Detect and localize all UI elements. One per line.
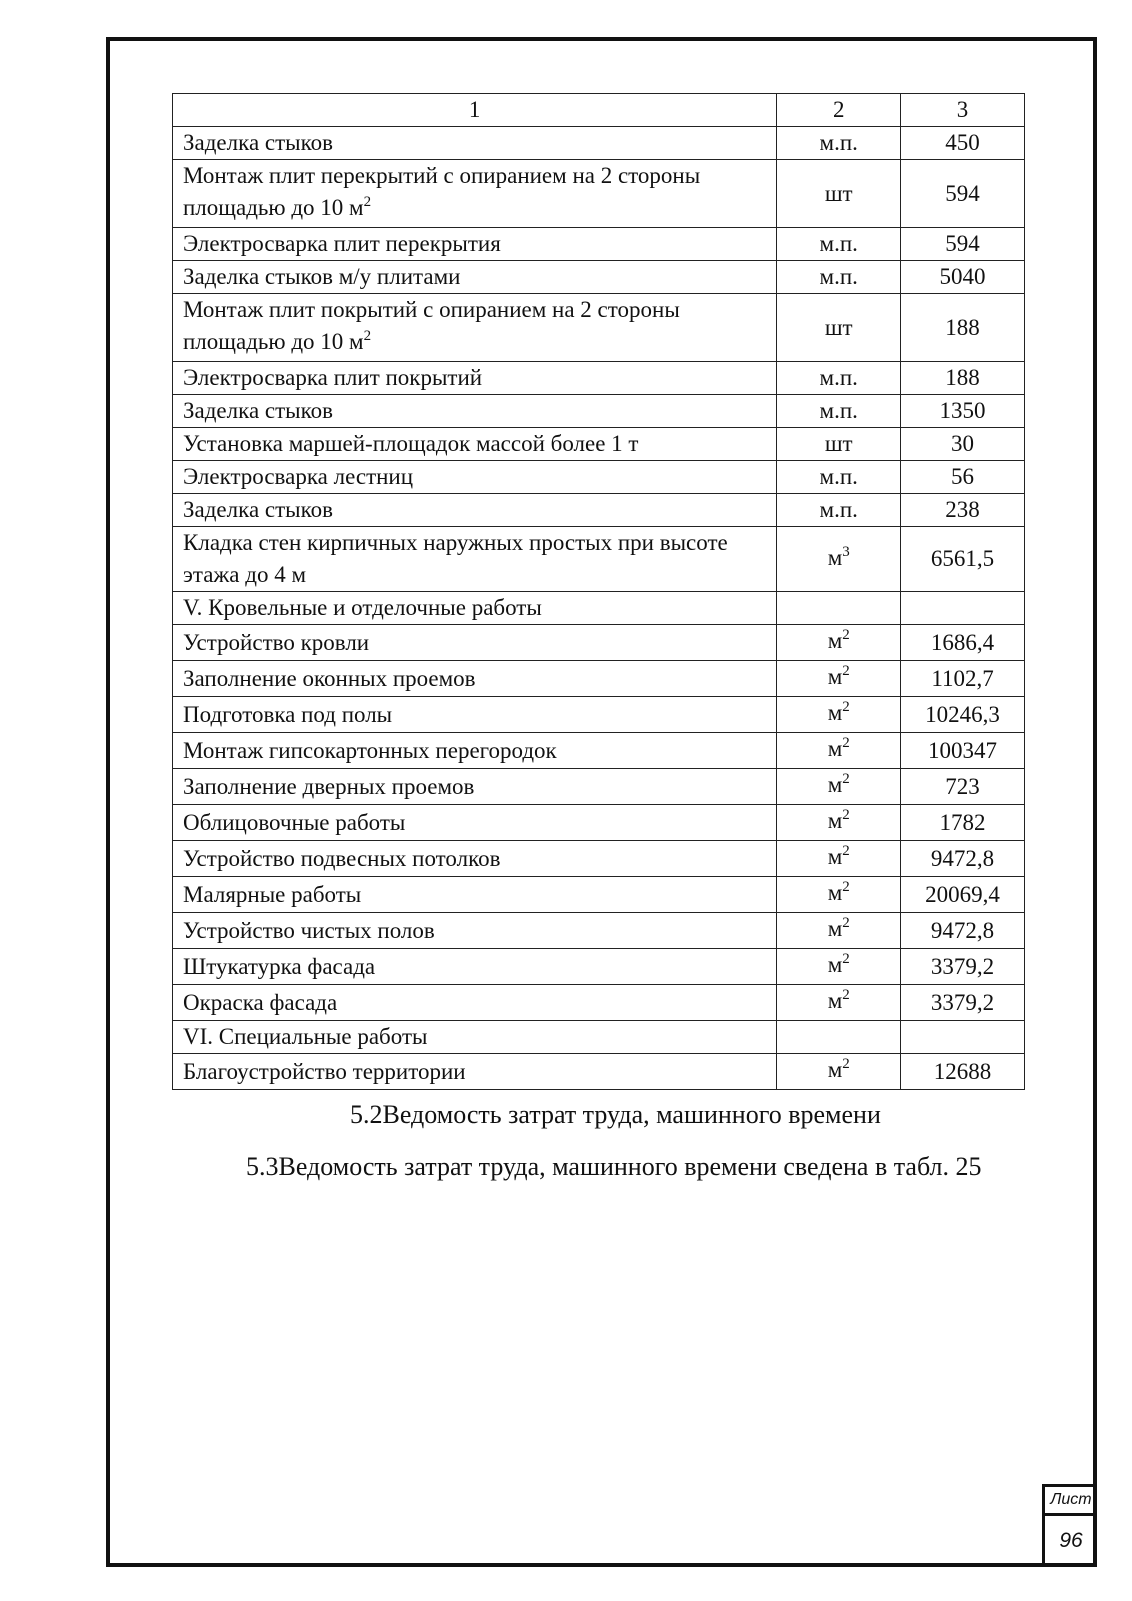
table-row	[173, 877, 1025, 913]
quantity-cell: 1350	[901, 395, 1025, 428]
work-name-cell: Электросварка плит перекрытия	[173, 228, 777, 261]
work-name-cell: Штукатурка фасада	[173, 949, 777, 985]
unit-cell: $м^2$	[777, 949, 901, 985]
unit-cell: $м^2$	[777, 841, 901, 877]
unit-cell: $м^2$	[777, 985, 901, 1021]
unit-cell: м.п.	[777, 494, 901, 527]
table-row	[173, 160, 1025, 228]
work-name-cell: Монтаж гипсокартонных перегородок	[173, 733, 777, 769]
table-row	[173, 913, 1025, 949]
quantity-cell: 20069,4	[901, 877, 1025, 913]
work-name-cell: V. Кровельные и отделочные работы	[173, 592, 777, 625]
quantity-cell: 3379,2	[901, 949, 1025, 985]
work-name-cell: Монтаж плит перекрытий с опиранием на 2 стороны площадью до 10 $м^2$	[173, 160, 777, 228]
quantity-cell: 100347	[901, 733, 1025, 769]
unit-cell: $м^2$	[777, 733, 901, 769]
work-name-cell: Электросварка плит покрытий	[173, 362, 777, 395]
table-row	[173, 661, 1025, 697]
sheet-label: Лист	[1045, 1487, 1097, 1516]
quantity-cell: 5040	[901, 261, 1025, 294]
unit-cell: шт	[777, 428, 901, 461]
table-header-row	[173, 94, 1025, 127]
work-name-cell: Заделка стыков	[173, 395, 777, 428]
table-row	[173, 805, 1025, 841]
work-name-cell: Заполнение оконных проемов	[173, 661, 777, 697]
work-name-cell: Установка маршей-площадок массой более 1 т	[173, 428, 777, 461]
table-row	[173, 127, 1025, 160]
work-name-cell: Заделка стыков	[173, 127, 777, 160]
quantity-cell: 9472,8	[901, 913, 1025, 949]
table-row	[173, 428, 1025, 461]
unit-cell: $м^2$	[777, 769, 901, 805]
table-row	[173, 625, 1025, 661]
unit-cell: м.п.	[777, 127, 901, 160]
unit-cell: $м^2$	[777, 877, 901, 913]
quantity-cell: 188	[901, 294, 1025, 362]
quantity-cell: 10246,3	[901, 697, 1025, 733]
column-header: 2	[777, 94, 901, 127]
work-name-cell: Малярные работы	[173, 877, 777, 913]
table-row	[173, 949, 1025, 985]
quantity-cell: 1782	[901, 805, 1025, 841]
unit-cell: м.п.	[777, 261, 901, 294]
quantity-cell: 450	[901, 127, 1025, 160]
quantity-cell: 238	[901, 494, 1025, 527]
quantity-cell: 188	[901, 362, 1025, 395]
work-name-cell: Подготовка под полы	[173, 697, 777, 733]
quantity-cell: 723	[901, 769, 1025, 805]
work-name-cell: Электросварка лестниц	[173, 461, 777, 494]
table-row	[173, 527, 1025, 592]
unit-cell: $м^2$	[777, 1054, 901, 1090]
table-row	[173, 395, 1025, 428]
work-name-cell: Устройство подвесных потолков	[173, 841, 777, 877]
unit-cell: м.п.	[777, 395, 901, 428]
work-name-cell: Окраска фасада	[173, 985, 777, 1021]
quantity-cell: 594	[901, 160, 1025, 228]
unit-cell: $м^2$	[777, 661, 901, 697]
works-table	[172, 93, 1025, 1090]
quantity-cell: 594	[901, 228, 1025, 261]
work-name-cell: Заполнение дверных проемов	[173, 769, 777, 805]
sheet-stamp	[1042, 1484, 1097, 1567]
table-row	[173, 769, 1025, 805]
unit-cell: м.п.	[777, 228, 901, 261]
unit-cell: $м^3$	[777, 527, 901, 592]
work-name-cell: Устройство кровли	[173, 625, 777, 661]
table-row	[173, 261, 1025, 294]
section-paragraph-5-3: 5.3Ведомость затрат труда, машинного времени сведена в табл. 25	[246, 1152, 982, 1181]
work-name-cell: Устройство чистых полов	[173, 913, 777, 949]
work-name-cell: Заделка стыков м/у плитами	[173, 261, 777, 294]
table-row	[173, 228, 1025, 261]
unit-cell: $м^2$	[777, 625, 901, 661]
work-name-cell: Благоустройство территории	[173, 1054, 777, 1090]
column-header: 1	[173, 94, 777, 127]
quantity-cell	[901, 1021, 1025, 1054]
table-row	[173, 461, 1025, 494]
table-row	[173, 494, 1025, 527]
quantity-cell	[901, 592, 1025, 625]
quantity-cell: 3379,2	[901, 985, 1025, 1021]
table-row	[173, 733, 1025, 769]
quantity-cell: 56	[901, 461, 1025, 494]
section-heading-5-2: 5.2Ведомость затрат труда, машинного времени	[350, 1100, 881, 1129]
work-name-cell: Облицовочные работы	[173, 805, 777, 841]
quantity-cell: 30	[901, 428, 1025, 461]
table-row	[173, 697, 1025, 733]
table-row	[173, 841, 1025, 877]
unit-cell: $м^2$	[777, 805, 901, 841]
unit-cell: $м^2$	[777, 697, 901, 733]
table-row	[173, 985, 1025, 1021]
unit-cell: шт	[777, 160, 901, 228]
work-name-cell: VI. Специальные работы	[173, 1021, 777, 1054]
quantity-cell: 1102,7	[901, 661, 1025, 697]
work-name-cell: Монтаж плит покрытий с опиранием на 2 стороны площадью до 10 $м^2$	[173, 294, 777, 362]
column-header: 3	[901, 94, 1025, 127]
table-row	[173, 362, 1025, 395]
table-row	[173, 1054, 1025, 1090]
table-row	[173, 1021, 1025, 1054]
work-name-cell: Кладка стен кирпичных наружных простых при высоте этажа до 4 м	[173, 527, 777, 592]
unit-cell: $м^2$	[777, 913, 901, 949]
unit-cell: шт	[777, 294, 901, 362]
table-row	[173, 294, 1025, 362]
unit-cell: м.п.	[777, 362, 901, 395]
unit-cell	[777, 592, 901, 625]
quantity-cell: 12688	[901, 1054, 1025, 1090]
quantity-cell: 9472,8	[901, 841, 1025, 877]
quantity-cell: 1686,4	[901, 625, 1025, 661]
work-name-cell: Заделка стыков	[173, 494, 777, 527]
quantity-cell: 6561,5	[901, 527, 1025, 592]
sheet-number: 96	[1059, 1529, 1083, 1552]
unit-cell: м.п.	[777, 461, 901, 494]
table-row	[173, 592, 1025, 625]
unit-cell	[777, 1021, 901, 1054]
